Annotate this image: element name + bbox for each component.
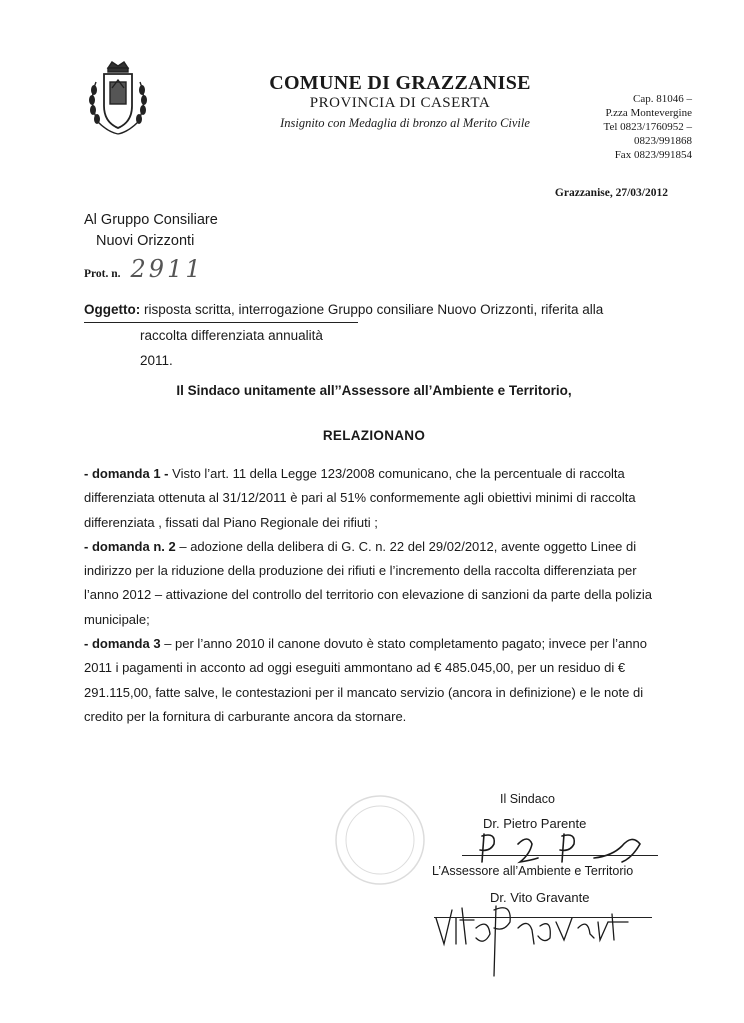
subject-text-2: raccolta differenziata annualità 2011.	[84, 322, 358, 323]
municipal-crest-emblem	[78, 58, 158, 144]
answer-paragraph	[84, 535, 664, 632]
protocol-label: Prot. n.	[84, 268, 121, 280]
answer-label: - domanda 1 -	[84, 466, 169, 481]
province-name: PROVINCIA DI CASERTA	[309, 95, 491, 111]
signature-line	[462, 855, 658, 856]
answer-paragraph	[84, 462, 664, 535]
subject-label: Oggetto:	[84, 302, 141, 317]
contact-line: Fax 0823/991854	[614, 149, 692, 161]
recipient-line-2: Nuovi Orizzonti	[96, 233, 195, 249]
protocol-number: 2911	[130, 255, 204, 283]
contact-line: P.zza Montevergine	[605, 107, 692, 119]
official-stamp-seal	[325, 790, 435, 890]
mayor-title: Il Sindaco	[500, 792, 555, 806]
recipient-line-1: Al Gruppo Consiliare	[84, 212, 218, 228]
assessor-name: Dr. Vito Gravante	[490, 890, 590, 905]
answer-text: – adozione della delibera di G. C. n. 22 del 29/02/2012, avente oggetto Linee di indirizzo per la riduzione della produzione dei rifiuti e l’incremento della raccolta differenziata per l’anno 2012 – attivazione del controllo del territorio con elevazione di sanzioni da parte della polizia municipale;	[84, 538, 653, 627]
answer-paragraph	[84, 632, 664, 729]
municipality-name: COMUNE DI GRAZZANISE	[269, 72, 531, 94]
letter-date: Grazzanise, 27/03/2012	[554, 187, 668, 199]
letter-body	[84, 462, 664, 729]
assessor-signature	[432, 888, 642, 978]
protocol-line	[84, 255, 204, 283]
section-heading: RELAZIONANO	[322, 428, 426, 443]
medal-subtitle: Insignito con Medaglia di bronzo al Merito Civile	[280, 116, 530, 130]
contact-block	[540, 92, 692, 162]
answer-label: - domanda 3	[84, 636, 161, 652]
subject-block	[84, 297, 644, 368]
contact-line: Cap. 81046 –	[633, 93, 692, 105]
answer-text: Visto l’art. 11 della Legge 123/2008 comunicano, che la percentuale di raccolta differenziata ottenuta al 31/12/2011 è pari al 51% conformemente agli obiettivi minimi di raccolta differenziata , fissati dal Piano Regionale dei rifiuti ;	[84, 466, 636, 530]
intro-line: Il Sindaco unitamente all’’Assessore all’Ambiente e Territorio,	[176, 383, 572, 398]
mayor-signature	[472, 822, 652, 868]
contact-line: Tel 0823/1760952 –	[603, 121, 692, 133]
answer-label: - domanda n. 2	[84, 538, 176, 554]
mayor-name: Dr. Pietro Parente	[483, 816, 587, 831]
contact-line: 0823/991868	[633, 135, 692, 147]
subject-text-1: risposta scritta, interrogazione Gruppo consiliare Nuovo Orizzonti, riferita alla	[144, 302, 604, 317]
signature-line	[434, 917, 652, 918]
assessor-title: L’Assessore all’Ambiente e Territorio	[432, 864, 634, 878]
answer-text: – per l’anno 2010 il canone dovuto è stato completamento pagato; invece per l’anno 2011 i pagamenti in acconto ad oggi eseguiti ammontano ad € 485.045,00, per un residuo di € 291.115,00, fatte salve, le contestazioni per il mancato servizio (ancora in definizione) e le note di credito per la fornitura di carburante ancora da stornare.	[84, 636, 647, 724]
